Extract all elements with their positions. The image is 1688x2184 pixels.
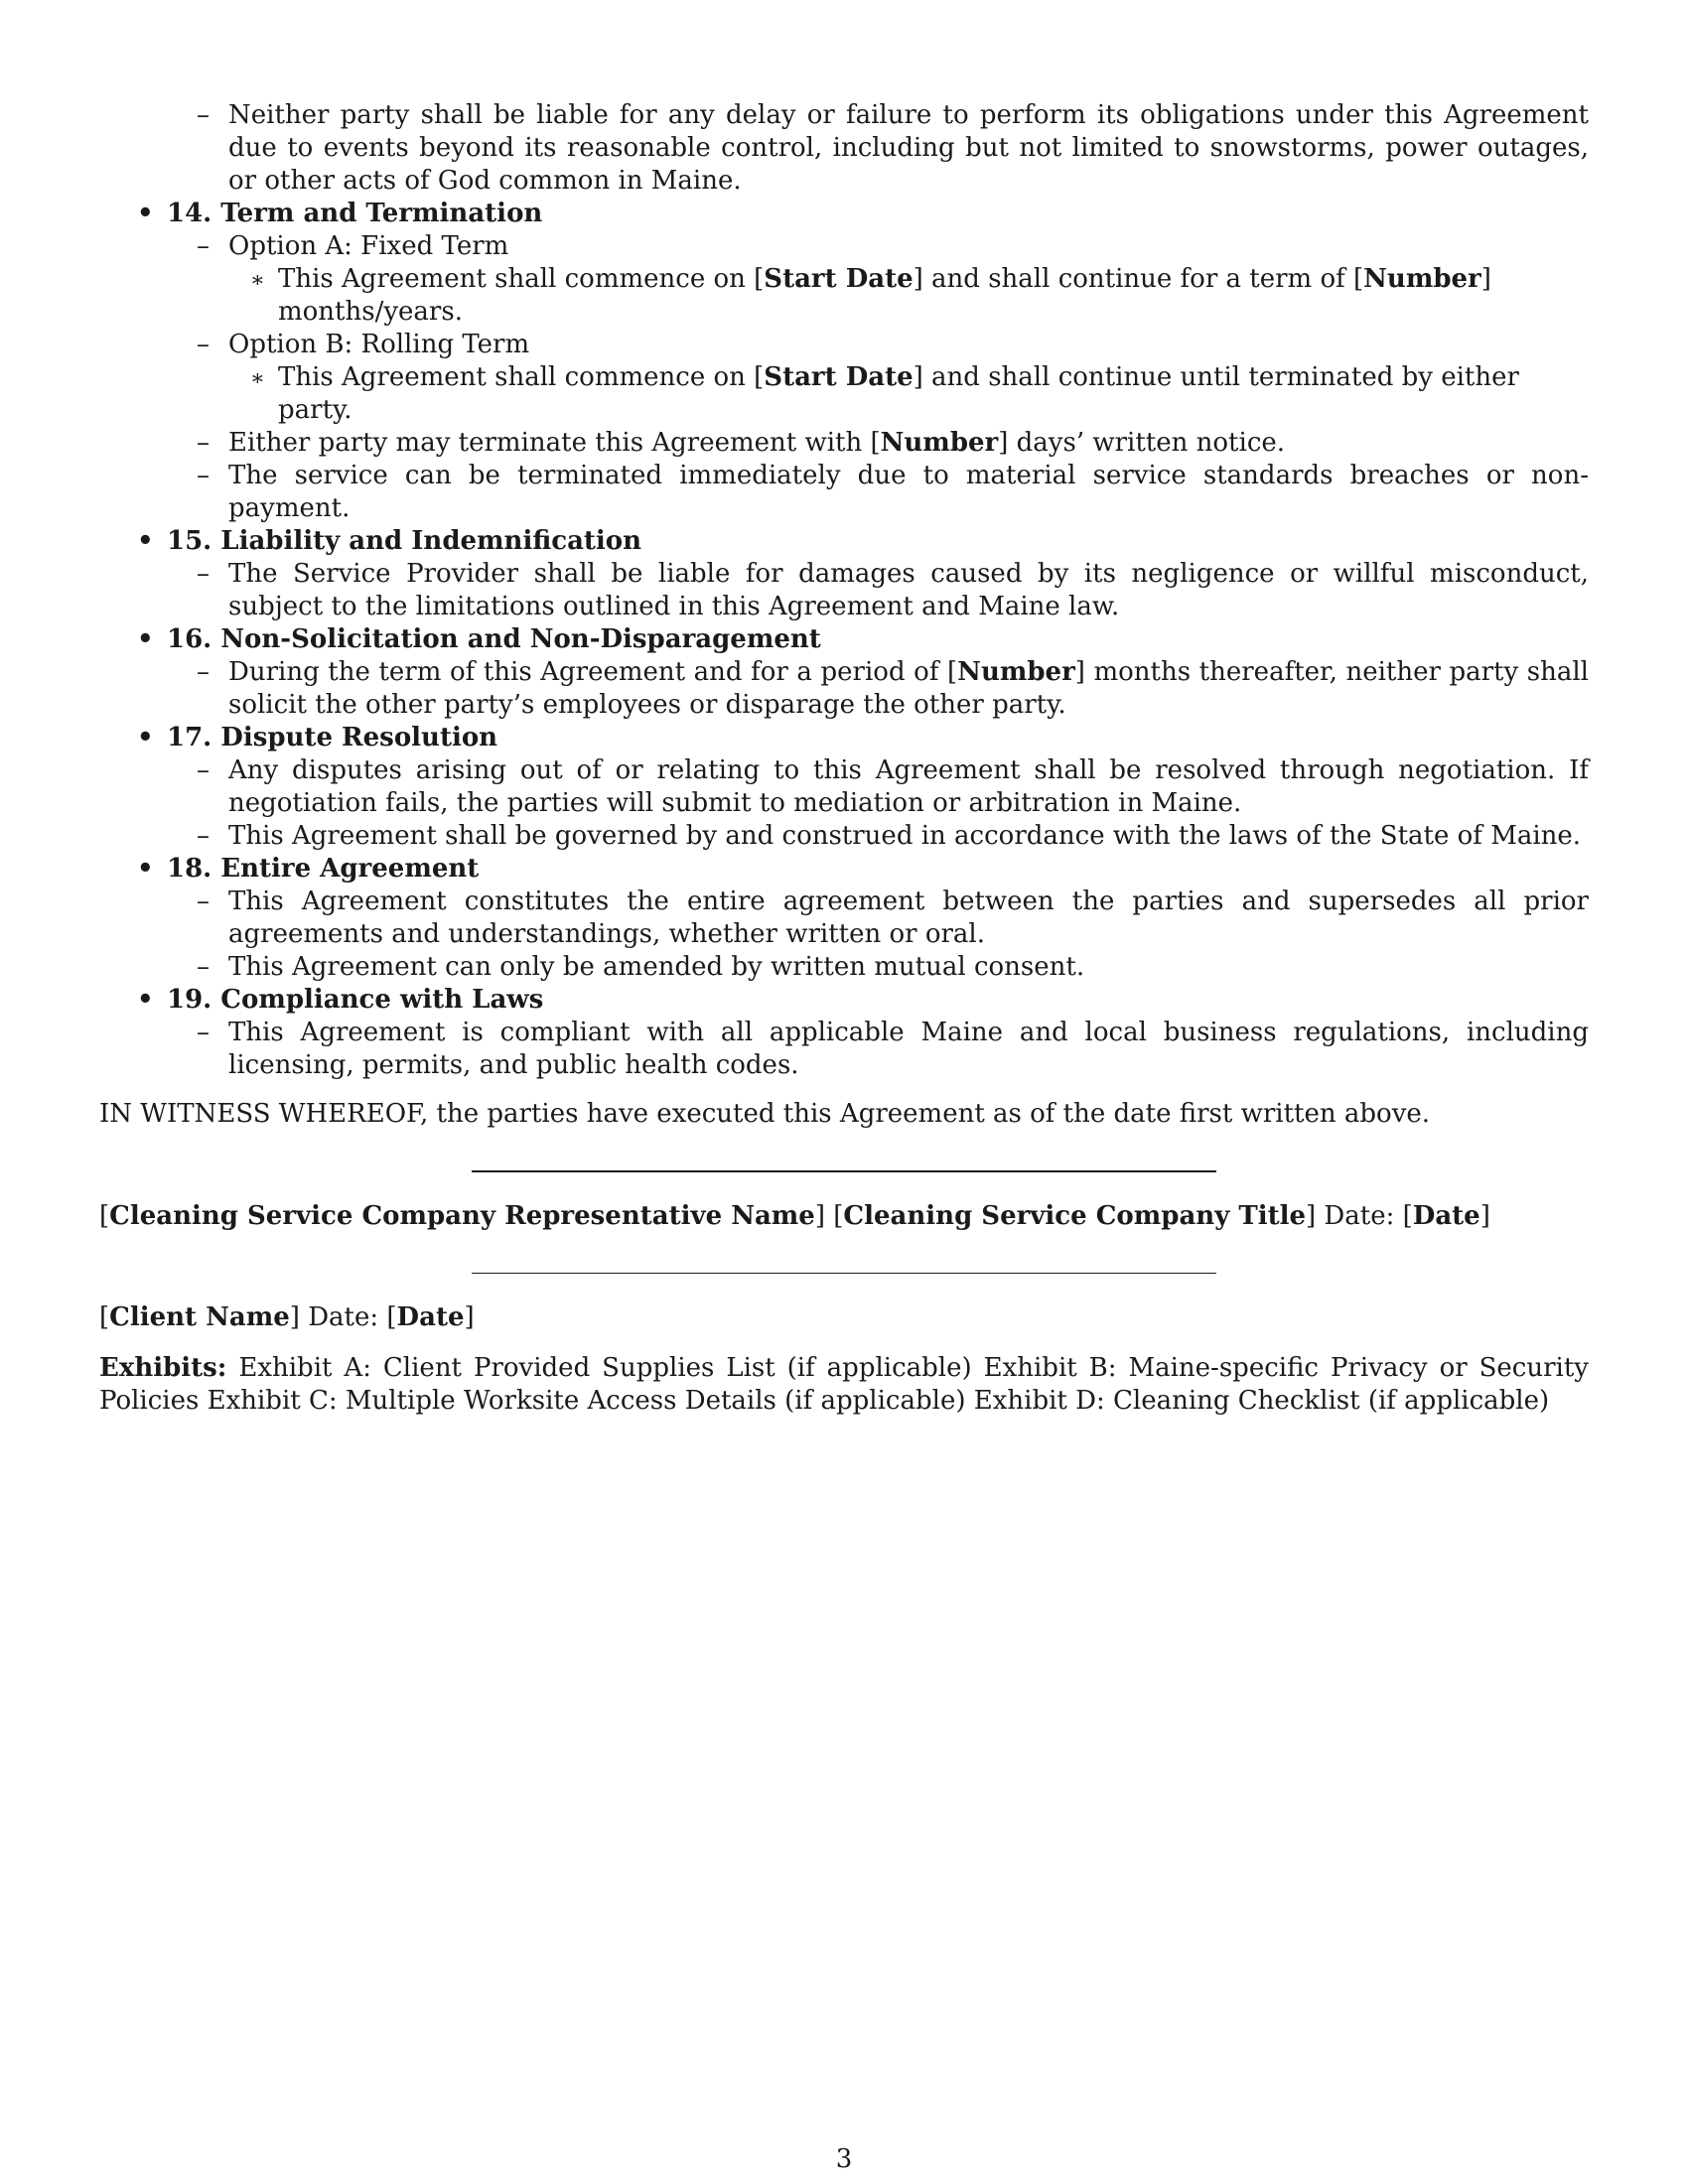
dash-marker: –: [197, 231, 210, 261]
dash-marker: –: [197, 952, 210, 982]
sub-clause-item: [99, 263, 1589, 329]
text-run: ] Date: [: [1306, 1201, 1413, 1231]
clause-item: [99, 230, 1589, 263]
clause-item: [99, 460, 1589, 525]
placeholder-field: Start Date: [764, 264, 914, 294]
text-run: Either party may terminate this Agreement with [: [228, 428, 881, 458]
dash-marker: –: [197, 821, 210, 851]
placeholder-field: Cleaning Service Company Representative Name: [109, 1201, 815, 1231]
text-run: 14. Term and Termination: [167, 199, 543, 228]
clause-item: [99, 951, 1589, 984]
clause-item: [99, 754, 1589, 820]
section-heading: [99, 853, 1589, 886]
text-run: ] months/years.: [278, 264, 1491, 327]
clause-item: [99, 329, 1589, 361]
text-run: This Agreement shall commence on [: [278, 362, 765, 392]
section-heading: [99, 984, 1589, 1017]
bullet-marker: •: [137, 526, 154, 556]
page-number: 3: [835, 2144, 853, 2174]
clause-item: [99, 558, 1589, 623]
placeholder-field: Date: [1412, 1201, 1480, 1231]
placeholder-field: Client Name: [109, 1302, 290, 1332]
dash-marker: –: [197, 1018, 210, 1047]
text-run: ] Date: [: [289, 1302, 397, 1332]
text-run: ] [: [814, 1201, 844, 1231]
text-run: ] and shall continue for a term of [: [913, 264, 1364, 294]
dash-marker: –: [197, 428, 210, 458]
dash-marker: –: [197, 559, 210, 589]
clause-item: [99, 820, 1589, 853]
document-page: [99, 99, 1589, 1418]
placeholder-field: Number: [880, 428, 999, 458]
text-run: Neither party shall be liable for any delay or failure to perform its obligations under this Agreement due to events beyond its reasonable control, including but not limited to snowstorms, power outages, or other acts of God common in Maine.: [228, 100, 1589, 196]
signature-line-provider: [472, 1170, 1216, 1172]
text-run: ] months thereafter, neither party shall solicit the other party’s employees or disparage the other party.: [228, 657, 1589, 720]
placeholder-field: Start Date: [764, 362, 914, 392]
section-heading: [99, 525, 1589, 558]
text-run: Option B: Rolling Term: [228, 330, 530, 359]
signature-block-provider: [99, 1200, 1589, 1233]
text-run: This Agreement shall commence on [: [278, 264, 765, 294]
dash-marker: –: [197, 330, 210, 359]
signature-line-client: [472, 1273, 1216, 1274]
text-run: The service can be terminated immediately due to material service standards breaches or non-payment.: [228, 461, 1589, 523]
dash-marker: –: [197, 461, 210, 490]
clause-item: [99, 99, 1589, 198]
bullet-marker: •: [137, 985, 154, 1015]
text-run: The Service Provider shall be liable for damages caused by its negligence or willful misconduct, subject to the limitations outlined in this Agreement and Maine law.: [228, 559, 1589, 621]
section-heading: [99, 722, 1589, 754]
text-run: 16. Non-Solicitation and Non-Disparagement: [167, 624, 821, 654]
text-run: [: [99, 1302, 110, 1332]
witness-statement: IN WITNESS WHEREOF, the parties have executed this Agreement as of the date first written above.: [99, 1099, 1431, 1129]
clause-item: [99, 1017, 1589, 1082]
text-run: 15. Liability and Indemnification: [167, 526, 642, 556]
sub-clause-item: [99, 361, 1589, 427]
signature-block-client: [99, 1301, 1589, 1334]
placeholder-field: Number: [957, 657, 1075, 687]
dash-marker: –: [197, 100, 210, 130]
text-run: This Agreement can only be amended by written mutual consent.: [228, 952, 1085, 982]
text-run: Exhibit A: Client Provided Supplies List (if applicable) Exhibit B: Maine-specific Privacy or Security Policies Exhibit C: Multiple Worksite Access Details (if applicable) Exhibit D: Cleaning Checklist (if applicable): [99, 1353, 1589, 1416]
asterisk-marker: ∗: [250, 366, 265, 391]
text-run: ]: [464, 1302, 475, 1332]
text-run: ] and shall continue until terminated by either party.: [278, 362, 1519, 425]
text-run: During the term of this Agreement and for a period of [: [228, 657, 958, 687]
placeholder-field: Cleaning Service Company Title: [843, 1201, 1307, 1231]
section-heading: [99, 623, 1589, 656]
clause-item: [99, 886, 1589, 951]
bullet-marker: •: [137, 854, 154, 884]
text-run: 19. Compliance with Laws: [167, 985, 544, 1015]
text-run: Any disputes arising out of or relating to this Agreement shall be resolved through negotiation. If negotiation fails, the parties will submit to mediation or arbitration in Maine.: [228, 755, 1589, 818]
dash-marker: –: [197, 755, 210, 785]
clause-list: [99, 99, 1589, 1082]
placeholder-field: Date: [396, 1302, 465, 1332]
text-run: This Agreement is compliant with all applicable Maine and local business regulations, including licensing, permits, and public health codes.: [228, 1018, 1589, 1080]
placeholder-field: Exhibits:: [99, 1353, 227, 1383]
text-run: ] days’ written notice.: [998, 428, 1286, 458]
dash-marker: –: [197, 887, 210, 916]
bullet-marker: •: [137, 199, 154, 228]
text-run: This Agreement constitutes the entire agreement between the parties and supersedes all prior agreements and understandings, whether written or oral.: [228, 887, 1589, 949]
text-run: Option A: Fixed Term: [228, 231, 509, 261]
text-run: This Agreement shall be governed by and construed in accordance with the laws of the State of Maine.: [228, 821, 1582, 851]
text-run: 18. Entire Agreement: [167, 854, 480, 884]
asterisk-marker: ∗: [250, 268, 265, 293]
section-heading: [99, 198, 1589, 230]
exhibits-list: [99, 1352, 1589, 1418]
clause-item: [99, 656, 1589, 722]
text-run: [: [99, 1201, 110, 1231]
bullet-marker: •: [137, 624, 154, 654]
text-run: 17. Dispute Resolution: [167, 723, 498, 752]
clause-item: [99, 427, 1589, 460]
text-run: ]: [1479, 1201, 1490, 1231]
dash-marker: –: [197, 657, 210, 687]
bullet-marker: •: [137, 723, 154, 752]
placeholder-field: Number: [1363, 264, 1481, 294]
